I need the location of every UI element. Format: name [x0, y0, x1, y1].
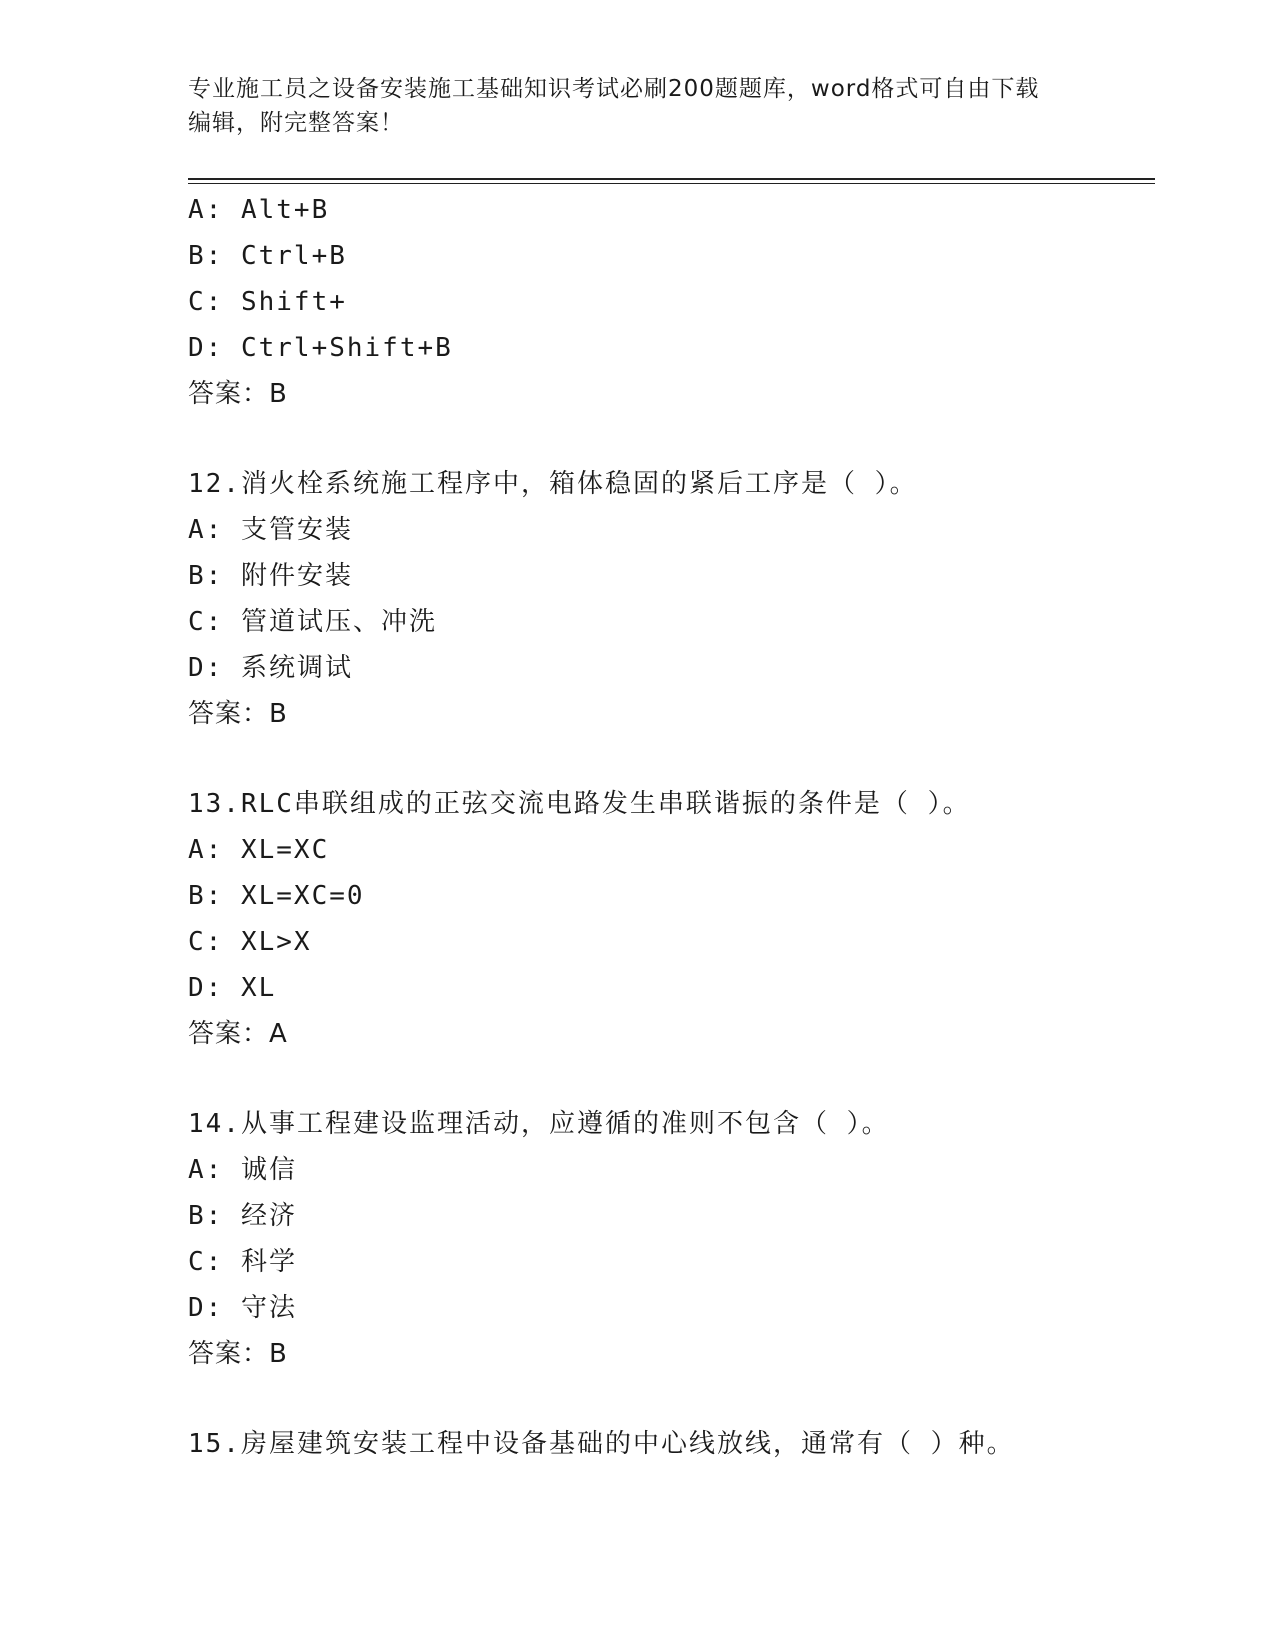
question-block-13: [188, 781, 1148, 1057]
header-divider-thin: [188, 183, 1155, 184]
question-list: [188, 187, 1148, 1467]
option-a: A: XL=XC: [188, 835, 330, 865]
answer-line: 答案：B: [188, 379, 288, 409]
option-c: C: XL>X: [188, 927, 312, 957]
option-c: C: Shift+: [188, 287, 347, 317]
option-b: B: Ctrl+B: [188, 241, 347, 271]
question-text: 12.消火栓系统施工程序中，箱体稳固的紧后工序是（ ）。: [188, 469, 918, 499]
option-d: D: 守法: [188, 1293, 297, 1323]
option-d: D: XL: [188, 973, 277, 1003]
option-b: B: 经济: [188, 1201, 297, 1231]
header-divider-thick: [188, 178, 1155, 180]
answer-line: 答案：B: [188, 1339, 288, 1369]
question-block-14: [188, 1101, 1148, 1377]
question-text: 13.RLC串联组成的正弦交流电路发生串联谐振的条件是（ ）。: [188, 789, 971, 819]
option-c: C: 管道试压、冲洗: [188, 607, 437, 637]
option-d: D: 系统调试: [188, 653, 353, 683]
option-d: D: Ctrl+Shift+B: [188, 333, 453, 363]
header-line-2: 编辑，附完整答案！: [188, 110, 404, 136]
question-block-11: [188, 187, 1148, 417]
option-c: C: 科学: [188, 1247, 297, 1277]
option-a: A: 支管安装: [188, 515, 353, 545]
option-a: A: Alt+B: [188, 195, 330, 225]
question-block-15: [188, 1421, 1148, 1467]
question-text: 15.房屋建筑安装工程中设备基础的中心线放线，通常有（ ）种。: [188, 1429, 1015, 1459]
answer-line: 答案：B: [188, 699, 288, 729]
header-line-1: 专业施工员之设备安装施工基础知识考试必刷200题题库，word格式可自由下载: [188, 76, 1040, 102]
option-b: B: 附件安装: [188, 561, 353, 591]
document-header: [188, 72, 1088, 140]
question-text: 14.从事工程建设监理活动，应遵循的准则不包含（ ）。: [188, 1109, 890, 1139]
question-block-12: [188, 461, 1148, 737]
answer-line: 答案：A: [188, 1019, 288, 1049]
option-b: B: XL=XC=0: [188, 881, 365, 911]
option-a: A: 诚信: [188, 1155, 297, 1185]
